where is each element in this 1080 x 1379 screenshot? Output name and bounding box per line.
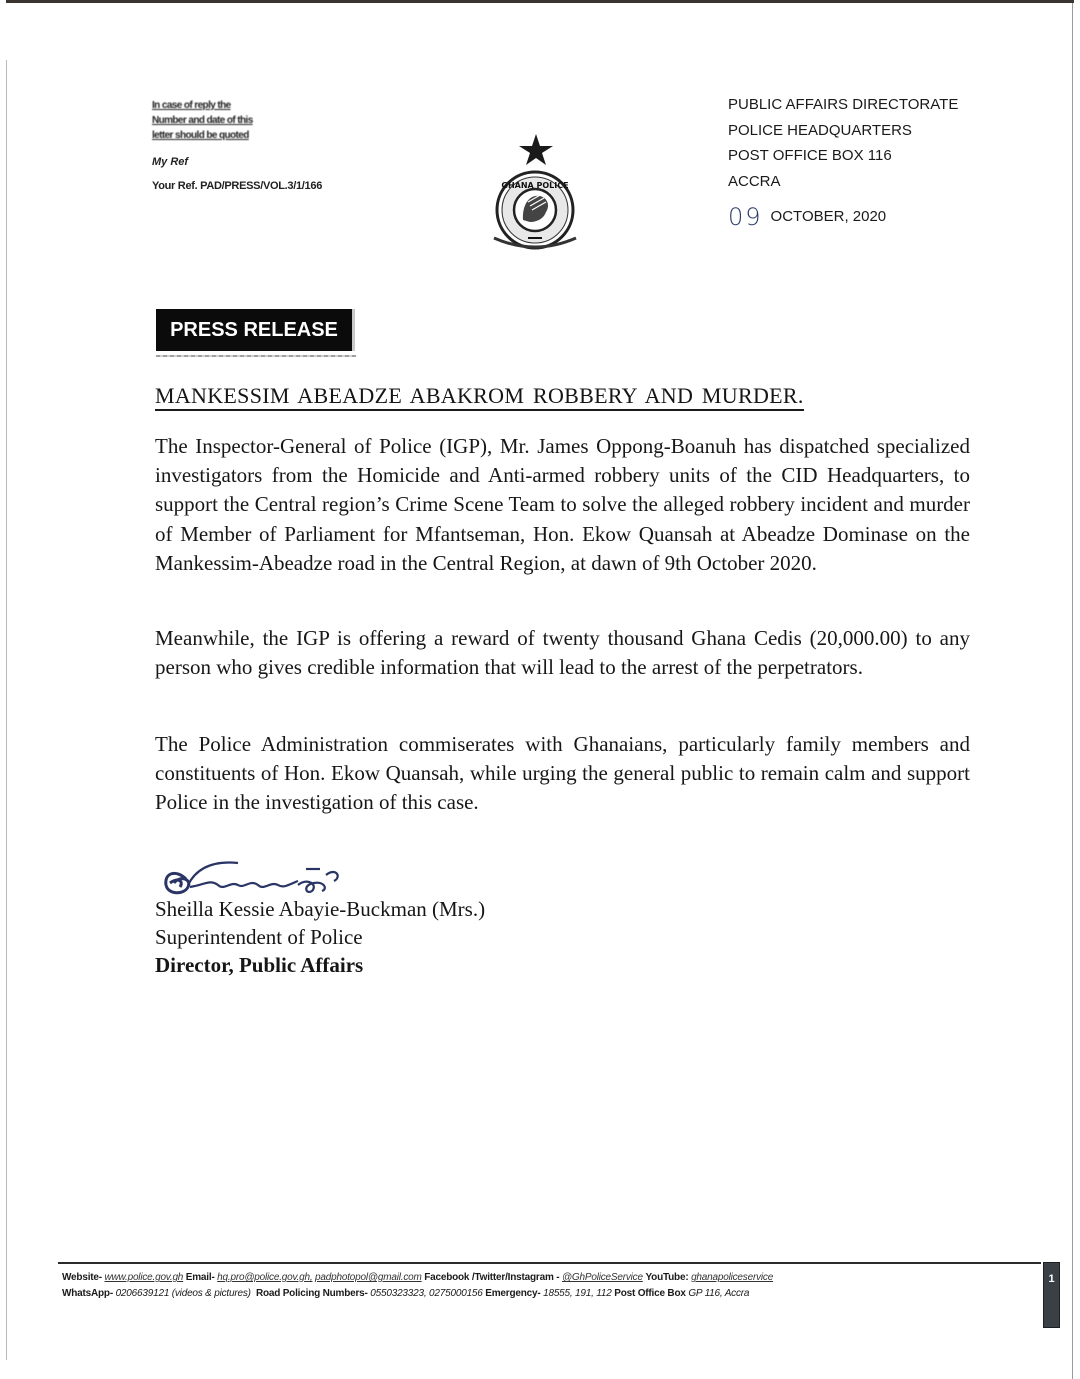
youtube-link[interactable]: ghanapoliceservice [691,1272,774,1283]
my-ref: My Ref [152,156,189,168]
address-block [728,92,958,230]
page-top-edge [6,0,1074,3]
emergency-numbers: 18555, 191, 112 [543,1288,612,1299]
website-label: Website- [62,1272,102,1283]
social-handle-link[interactable]: @GhPoliceService [561,1272,643,1283]
paragraph-investigation: The Inspector-General of Police (IGP), Mr. James Oppong-Boanuh has dispatched specialized investigators from the Homicide and Anti-armed robbery units of the CID Headquarters, to support the Central region’s Crime Scene Team to solve the alleged robbery incident and murder of Member of Parliament for Mfantseman, Hon. Ekow Quansah at Abeadze Dominase on the Mankessim-Abeadze road in the Central Region, at dawn of 9th October 2020. [155,434,970,575]
paragraph-condolence: The Police Administration commiserates with Ghanaians, particularly family members and constituents of Hon. Ekow Quansah, while urging the general public to remain calm and support Police in the investigation of this case. [155,732,970,815]
badge-underline [156,355,356,357]
press-release-badge [156,309,356,357]
whatsapp-label: WhatsApp- [62,1288,113,1299]
footer-line-1 [62,1270,1042,1286]
quote-note-line: letter should be quoted [152,130,249,141]
address-line: POLICE HEADQUARTERS [728,121,912,139]
signatory-title: Director, Public Affairs [155,953,364,977]
road-policing-label: Road Policing Numbers- [255,1288,368,1299]
page-left-edge [6,60,7,1360]
website-link[interactable]: www.police.gov.gh [104,1272,184,1283]
ghana-police-crest-icon [478,132,590,250]
signatory-name: Sheilla Kessie Abayie-Buckman (Mrs.) [155,897,486,921]
address-line: PUBLIC AFFAIRS DIRECTORATE [728,96,959,113]
press-release-label: PRESS RELEASE [156,309,355,351]
address-line: ACCRA [728,172,781,190]
signatory-block [155,895,485,979]
your-ref: Your Ref. PAD/PRESS/VOL.3/1/166 [152,180,323,192]
email-link-1[interactable]: hq.pro@police.gov.gh, [217,1272,313,1283]
document-date [728,201,958,230]
page-right-edge [1072,3,1073,1379]
email-label: Email- [185,1272,215,1283]
email-link-2[interactable]: padphotopol@gmail.com [315,1272,422,1283]
headline: MANKESSIM ABEADZE ABAKROM ROBBERY AND MURDER. [155,383,804,411]
emergency-label: Emergency- [485,1288,541,1299]
footer-contacts [62,1270,1042,1302]
date-day-handwritten: 09 [728,203,763,231]
footer-line-2 [62,1286,1042,1302]
quote-note-line: In case of reply the [152,100,231,111]
quote-note [152,98,282,143]
whatsapp-number: 0206639121 (videos & pictures) [115,1288,251,1299]
paragraph-reward: Meanwhile, the IGP is offering a reward of twenty thousand Ghana Cedis (20,000.00) to any person who gives credible information that will lead to the arrest of the perpetrators. [155,626,970,680]
social-label: Facebook /Twitter/Instagram - [424,1272,560,1283]
pobox-label: Post Office Box [614,1288,686,1299]
youtube-label: YouTube: [645,1272,689,1283]
road-policing-numbers: 0550323323, 0275000156 [370,1288,483,1299]
pobox-value: GP 116, Accra [688,1288,750,1299]
reference-block [152,98,322,192]
page-number-tab: 1 [1043,1262,1060,1328]
address-line: POST OFFICE BOX 116 [728,147,892,164]
signatory-rank: Superintendent of Police [155,925,363,949]
quote-note-line: Number and date of this [152,115,253,126]
footer-rule [58,1262,1041,1264]
date-month-year: OCTOBER, 2020 [770,208,887,225]
svg-text:GHANA POLICE: GHANA POLICE [501,181,569,190]
